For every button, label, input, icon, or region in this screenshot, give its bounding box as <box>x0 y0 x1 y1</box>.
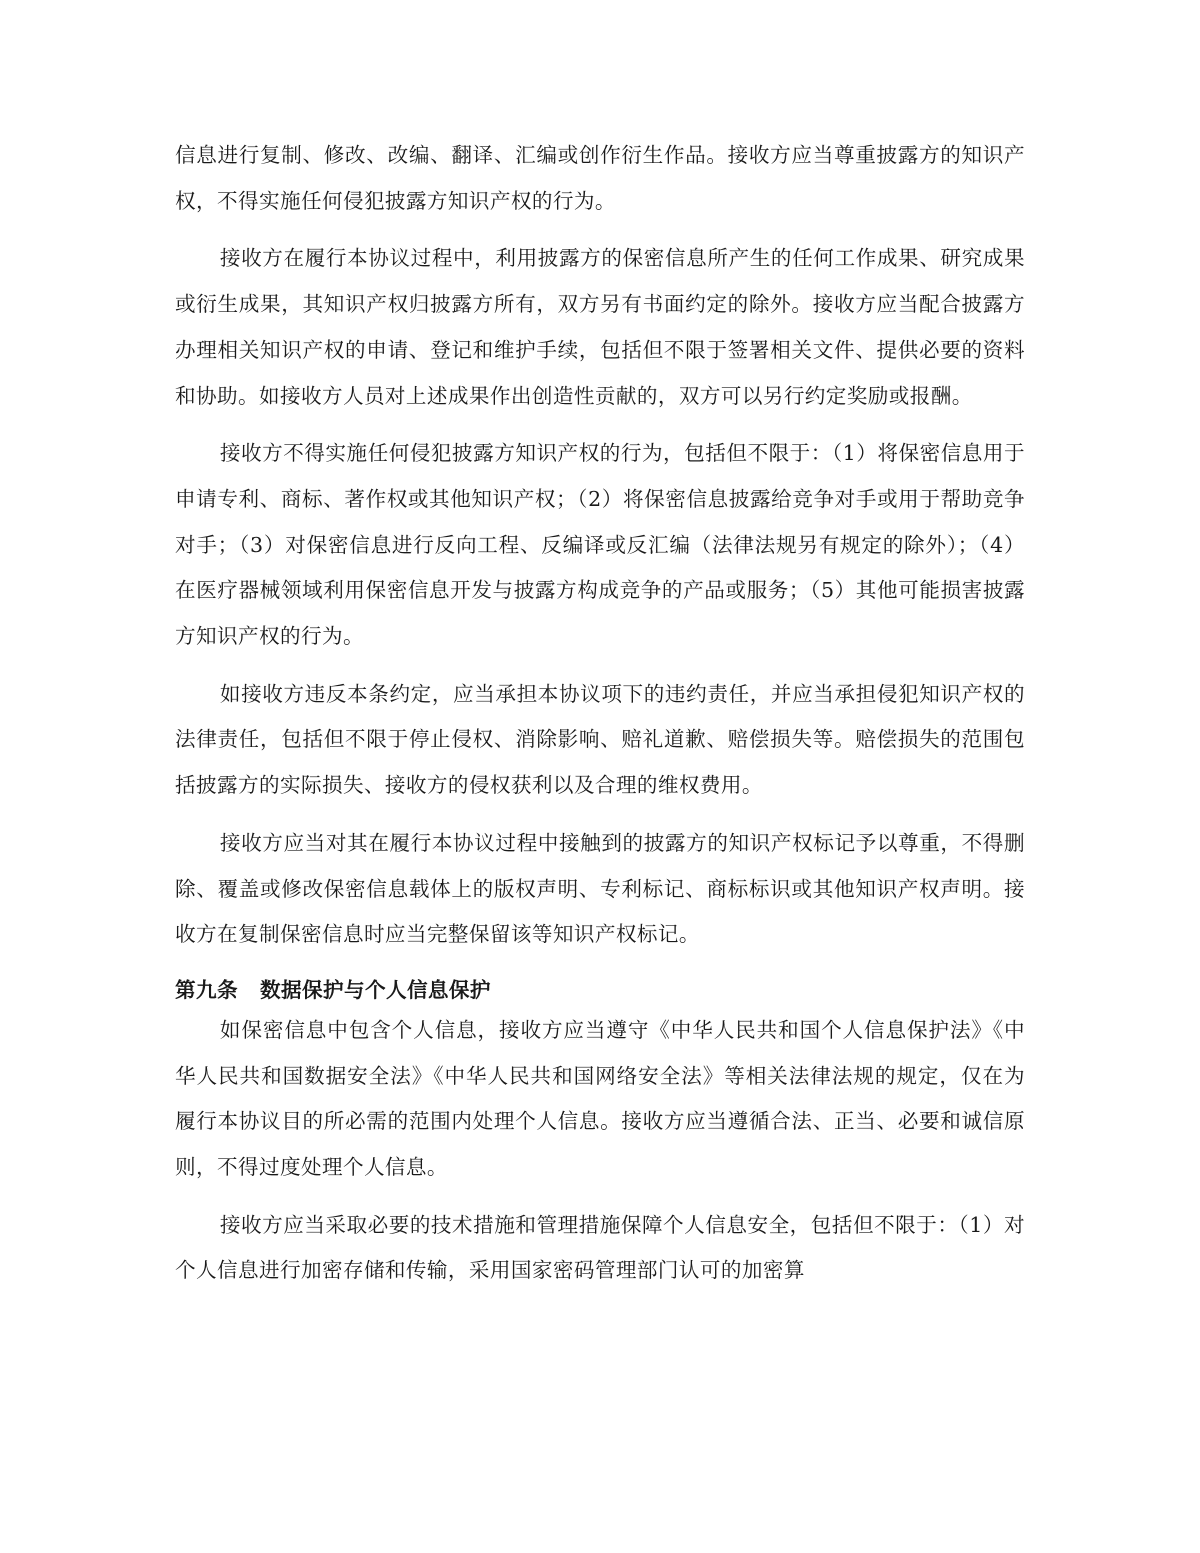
paragraph-breach-liability: 如接收方违反本条约定，应当承担本协议项下的违约责任，并应当承担侵犯知识产权的法律责任，包括但不限于停止侵权、消除影响、赔礼道歉、赔偿损失等。赔偿损失的范围包括披露方的实际损失、接收方的侵权获利以及合理的维权费用。 <box>175 681 1025 798</box>
article-number: 第九条 <box>175 977 238 1002</box>
paragraph-personal-info-compliance: 如保密信息中包含个人信息，接收方应当遵守《中华人民共和国个人信息保护法》《中华人民共和国数据安全法》《中华人民共和国网络安全法》等相关法律法规的规定，仅在为履行本协议目的所必需的范围内处理个人信息。接收方应当遵循合法、正当、必要和诚信原则，不得过度处理个人信息。 <box>175 1017 1025 1180</box>
article-title: 数据保护与个人信息保护 <box>259 977 491 1002</box>
paragraph-work-results-ownership: 接收方在履行本协议过程中，利用披露方的保密信息所产生的任何工作成果、研究成果或衍生成果，其知识产权归披露方所有，双方另有书面约定的除外。接收方应当配合披露方办理相关知识产权的申请、登记和维护手续，包括但不限于签署相关文件、提供必要的资料和协助。如接收方人员对上述成果作出创造性贡献的，双方可以另行约定奖励或报酬。 <box>175 246 1025 408</box>
section-heading-article-9 <box>175 970 1025 1010</box>
paragraph-prohibited-infringement: 接收方不得实施任何侵犯披露方知识产权的行为，包括但不限于：（1）将保密信息用于申请专利、商标、著作权或其他知识产权；（2）将保密信息披露给竞争对手或用于帮助竞争对手；（3）对保密信息进行反向工程、反编译或反汇编（法律法规另有规定的除外）；（4）在医疗器械领域利用保密信息开发与披露方构成竞争的产品或服务；（5）其他可能损害披露方知识产权的行为。 <box>175 441 1025 649</box>
paragraph-ip-continuation: 信息进行复制、修改、改编、翻译、汇编或创作衍生作品。接收方应当尊重披露方的知识产权，不得实施任何侵犯披露方知识产权的行为。 <box>175 143 1025 213</box>
document-body <box>175 133 1025 1306</box>
paragraph-ip-markings: 接收方应当对其在履行本协议过程中接触到的披露方的知识产权标记予以尊重，不得删除、覆盖或修改保密信息载体上的版权声明、专利标记、商标标识或其他知识产权声明。接收方在复制保密信息时应当完整保留该等知识产权标记。 <box>175 830 1025 947</box>
paragraph-security-measures: 接收方应当采取必要的技术措施和管理措施保障个人信息安全，包括但不限于：（1）对个人信息进行加密存储和传输，采用国家密码管理部门认可的加密算 <box>175 1212 1025 1283</box>
